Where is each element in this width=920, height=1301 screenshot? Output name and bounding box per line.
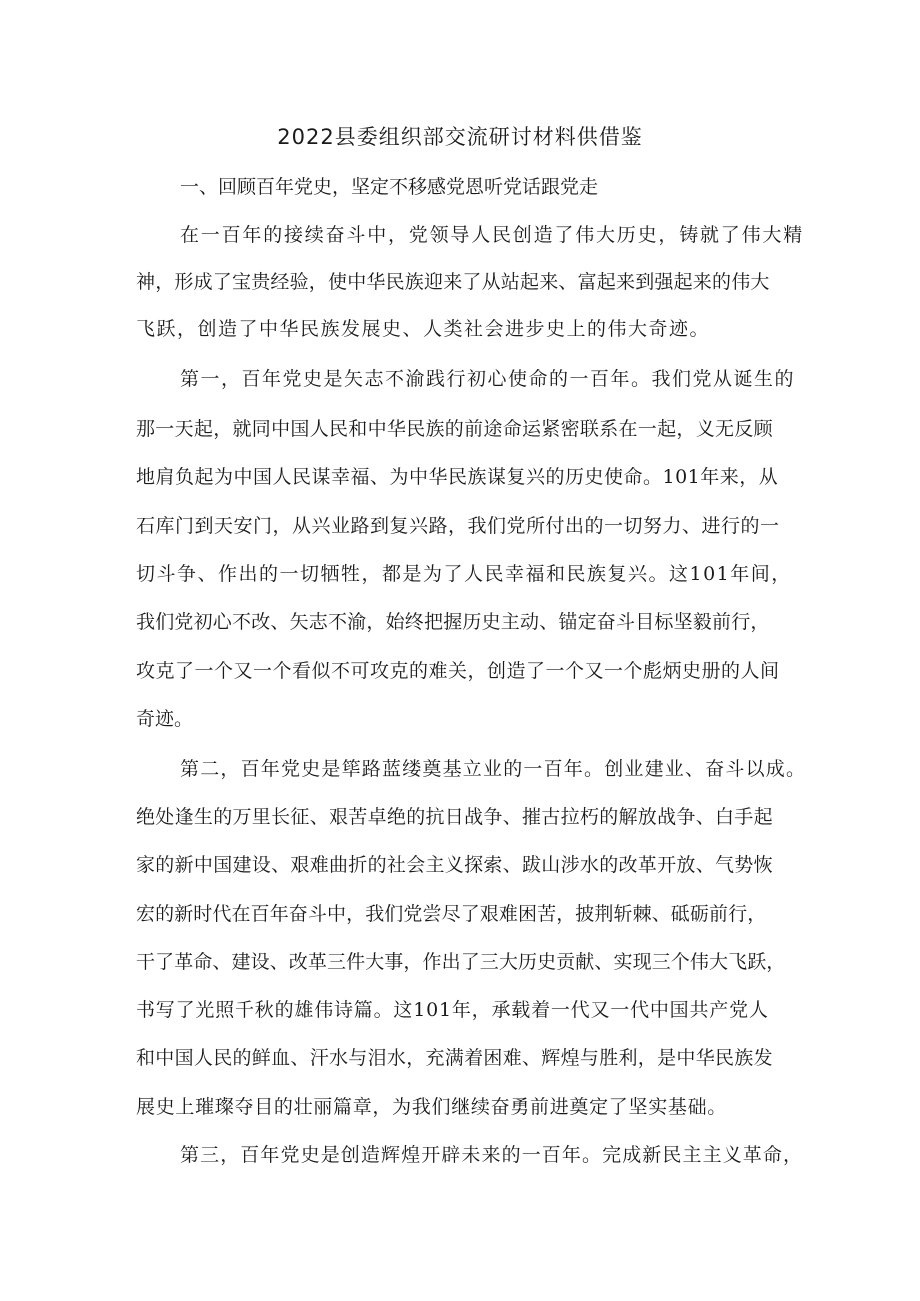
paragraph-3-line-8: 展史上璀璨夺目的壮丽篇章，为我们继续奋勇前进奠定了坚实基础。 bbox=[136, 1096, 728, 1118]
paragraph-1-line-3: 飞跃，创造了中华民族发展史、人类社会进步史上的伟大奇迹。 bbox=[136, 318, 711, 340]
paragraph-3-line-4: 宏的新时代在百年奋斗中，我们党尝尽了艰难困苦，披荆斩棘、砥砺前行， bbox=[136, 903, 767, 925]
paragraph-2-line-3: 地肩负起为中国人民谋幸福、为中华民族谋复兴的历史使命。101年来，从 bbox=[136, 466, 779, 488]
paragraph-3-line-3: 家的新中国建设、艰难曲折的社会主义探索、跋山涉水的改革开放、气势恢 bbox=[136, 854, 773, 876]
paragraph-2-line-7: 攻克了一个又一个看似不可攻克的难关，创造了一个又一个彪炳史册的人间 bbox=[136, 660, 780, 682]
paragraph-2-line-5: 切斗争、作出的一切牺牲，都是为了人民幸福和民族复兴。这101年间， bbox=[136, 563, 792, 585]
paragraph-4-line-1: 第三，百年党史是创造辉煌开辟未来的一百年。完成新民主主义革命， bbox=[180, 1144, 804, 1166]
paragraph-1-line-2: 神，形成了宝贵经验，使中华民族迎来了从站起来、富起来到强起来的伟大 bbox=[136, 271, 770, 293]
paragraph-2-line-4: 石库门到天安门，从兴业路到复兴路，我们党所付出的一切努力、进行的一 bbox=[136, 515, 780, 537]
section-heading: 一、回顾百年党史，坚定不移感党恩听党话跟党走 bbox=[180, 176, 599, 198]
paragraph-2-line-8: 奇迹。 bbox=[136, 708, 194, 730]
paragraph-3-line-1: 第二，百年党史是筚路蓝缕奠基立业的一百年。创业建业、奋斗以成。 bbox=[180, 758, 807, 780]
paragraph-3-line-7: 和中国人民的鲜血、汗水与泪水，充满着困难、辉煌与胜利，是中华民族发 bbox=[136, 1047, 773, 1069]
paragraph-2-line-1: 第一，百年党史是矢志不渝践行初心使命的一百年。我们党从诞生的 bbox=[180, 368, 796, 390]
paragraph-1-line-1: 在一百年的接续奋斗中，党领导人民创造了伟大历史，铸就了伟大精 bbox=[180, 224, 805, 246]
paragraph-2-line-6: 我们党初心不改、矢志不渝，始终把握历史主动、锚定奋斗目标坚毅前行， bbox=[136, 611, 770, 633]
paragraph-3-line-5: 干了革命、建设、改革三件大事，作出了三大历史贡献、实现三个伟大飞跃， bbox=[136, 951, 786, 973]
paragraph-3-line-6: 书写了光照千秋的雄伟诗篇。这101年，承载着一代又一代中国共产党人 bbox=[136, 999, 769, 1021]
document-title: 2022县委组织部交流研讨材料供借鉴 bbox=[277, 125, 643, 149]
paragraph-2-line-2: 那一天起，就同中国人民和中华民族的前途命运紧密联系在一起，义无反顾 bbox=[136, 418, 773, 440]
paragraph-3-line-2: 绝处逢生的万里长征、艰苦卓绝的抗日战争、摧古拉朽的解放战争、白手起 bbox=[136, 806, 773, 828]
